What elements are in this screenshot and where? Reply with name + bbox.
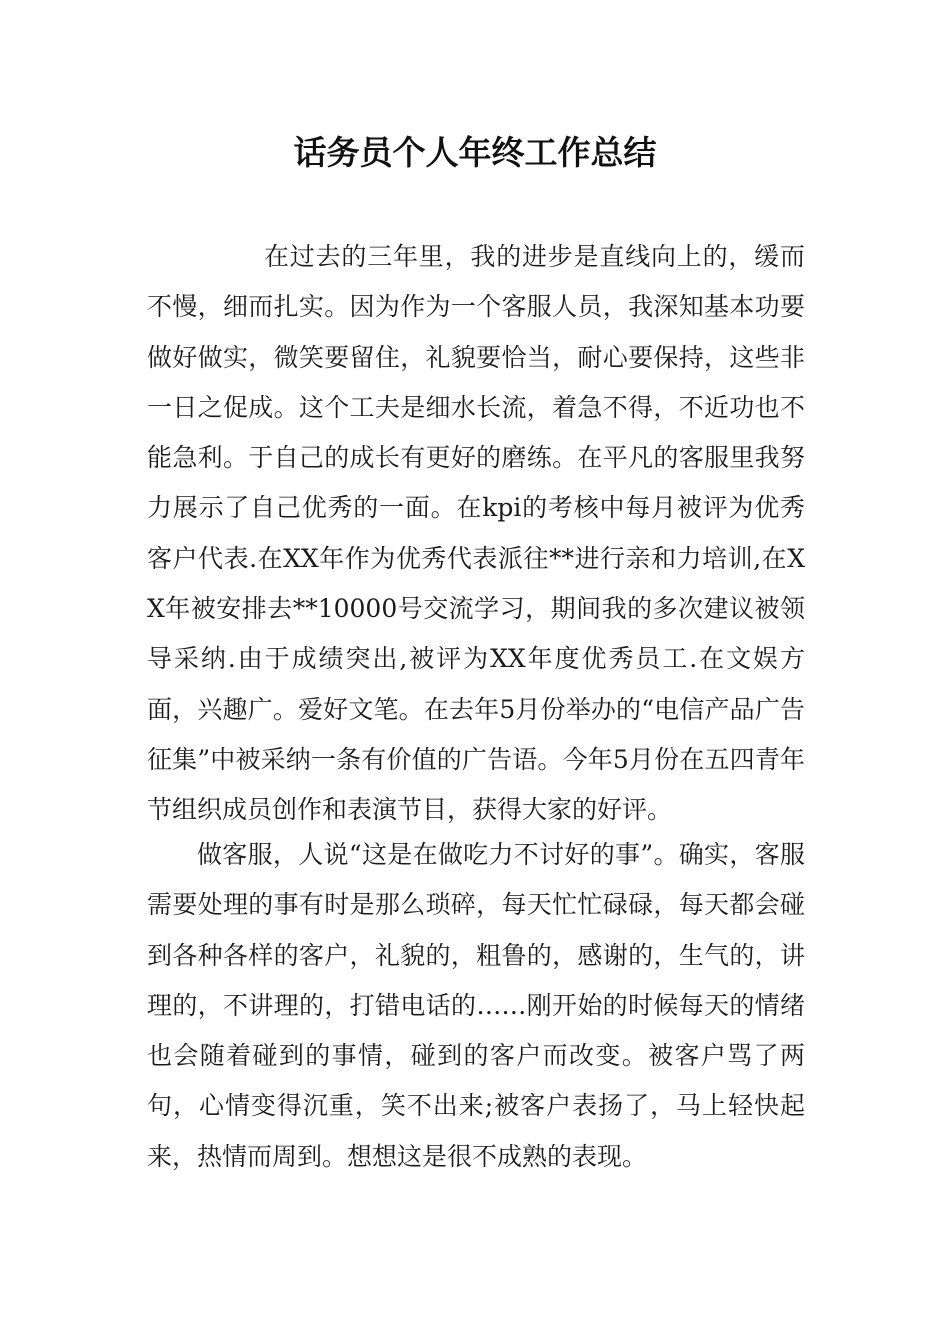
body-paragraph-2: 做客服，人说“这是在做吃力不讨好的事”。确实，客服需要处理的事有时是那么琐碎，每天忙忙碌碌，每天都会碰到各种各样的客户，礼貌的，粗鲁的，感谢的，生气的，讲理的，不讲理的，打错电话的……刚开始的时候每天的情绪也会随着碰到的事情，碰到的客户而改变。被客户骂了两句，心情变得沉重，笑不出来;被客户表扬了，马上轻快起来，热情而周到。想想这是很不成熟的表现。 — [147, 840, 805, 1171]
body-paragraph-1: 在过去的三年里，我的进步是直线向上的，缓而不慢，细而扎实。因为作为一个客服人员，我深知基本功要做好做实，微笑要留住，礼貌要恰当，耐心要保持，这些非一日之促成。这个工夫是细水长流，着急不得，不近功也不能急利。于自己的成长有更好的磨练。在平凡的客服里我努力展示了自己优秀的一面。在kpi的考核中每月被评为优秀客户代表.在XX年作为优秀代表派往**进行亲和力培训,在XX年被安排去**10000号交流学习，期间我的多次建议被领导采纳.由于成绩突出,被评为XX年度优秀员工.在文娱方面，兴趣广。爱好文笔。在去年5月份举办的“电信产品广告征集”中被采纳一条有价值的广告语。今年5月份在五四青年节组织成员创作和表演节目，获得大家的好评。 — [147, 242, 805, 825]
document-title: 话务员个人年终工作总结 — [293, 133, 657, 172]
